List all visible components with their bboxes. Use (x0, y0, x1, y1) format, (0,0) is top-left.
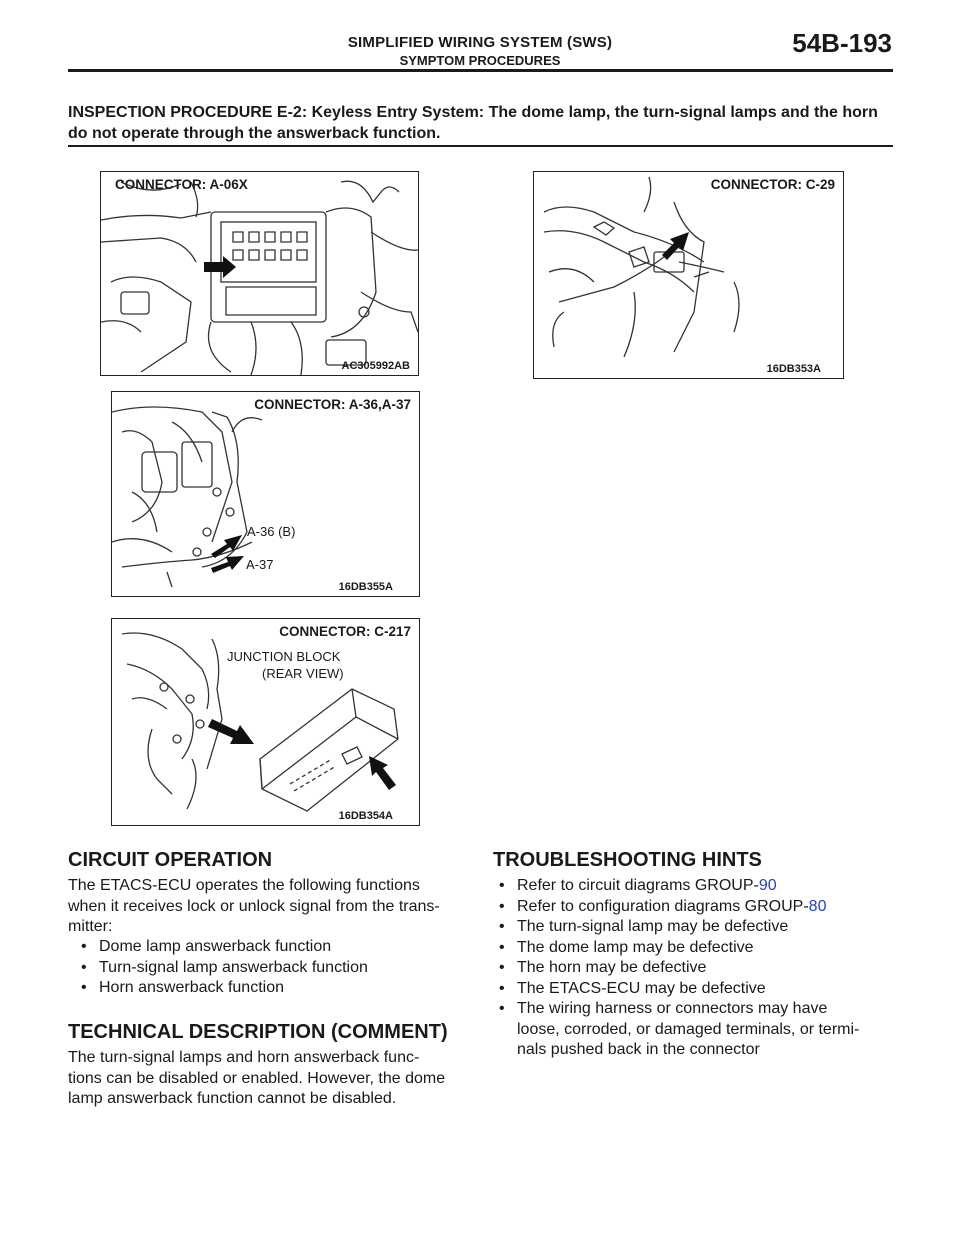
list-item-text: Refer to configuration diagrams GROUP- (517, 897, 809, 915)
bullet-icon: • (81, 979, 87, 996)
list-item (493, 979, 893, 1000)
bullet-icon: • (499, 979, 505, 997)
figure-code: 16DB353A (766, 363, 821, 375)
header-rule (68, 69, 893, 72)
technical-description-text (68, 1048, 468, 1110)
figure-code: 16DB354A (338, 810, 393, 822)
circuit-operation-heading: CIRCUIT OPERATION (68, 849, 273, 871)
dashboard-harness-drawing (534, 172, 843, 378)
list-item-text: The wiring harness or connectors may have (517, 1000, 828, 1017)
rear-view-note: (REAR VIEW) (262, 666, 344, 681)
list-item-text: The horn may be defective (517, 959, 707, 976)
engine-bay-drawing (101, 172, 418, 375)
bullet-icon: • (81, 938, 87, 955)
bullet-icon: • (499, 1000, 505, 1017)
figure-connector-a06x (100, 171, 419, 376)
figure-code: 16DB355A (338, 581, 393, 593)
connector-label: CONNECTOR: C-29 (710, 177, 835, 192)
list-item-text: Turn-signal lamp answerback function (99, 958, 368, 976)
list-item (493, 999, 893, 1061)
list-item (493, 938, 893, 959)
callout-a37: A-37 (246, 557, 274, 572)
list-item (493, 876, 893, 897)
list-item-text: The dome lamp may be defective (517, 938, 754, 956)
header-title: SIMPLIFIED WIRING SYSTEM (SWS) (347, 34, 613, 51)
bullet-icon: • (499, 959, 505, 976)
text-line: The ETACS-ECU operates the following functions (68, 877, 420, 894)
list-item-text: Horn answerback function (99, 979, 284, 996)
bullet-icon: • (499, 877, 505, 894)
list-item-text: Refer to circuit diagrams GROUP- (517, 877, 759, 894)
list-item (75, 958, 465, 979)
text-line: mitter: (68, 918, 113, 935)
text-line: The turn-signal lamps and horn answerback func- (68, 1049, 420, 1066)
connector-label: CONNECTOR: C-217 (279, 624, 411, 639)
list-item-text: nals pushed back in the connector (517, 1041, 760, 1058)
inspection-title: INSPECTION PROCEDURE E-2: Keyless Entry System: The dome lamp, the turn-signal lamps and the horn do not operate through the answerback function. (68, 104, 878, 142)
connector-label: CONNECTOR: A-36,A-37 (254, 397, 411, 412)
group-90-link[interactable]: 90 (758, 877, 777, 894)
callout-a36: A-36 (B) (247, 524, 296, 539)
junction-block-note: JUNCTION BLOCK (227, 649, 341, 664)
bullet-icon: • (499, 938, 505, 956)
group-80-link[interactable]: 80 (808, 897, 827, 915)
circuit-operation-list (75, 937, 465, 999)
figure-code: AC305992AB (341, 360, 410, 372)
connector-label: CONNECTOR: A-06X (115, 177, 248, 192)
text-line: when it receives lock or unlock signal from the trans- (68, 897, 440, 915)
troubleshooting-hints-heading: TROUBLESHOOTING HINTS (493, 849, 762, 871)
list-item (493, 958, 893, 979)
troubleshooting-hints-list (493, 876, 893, 1061)
bullet-icon: • (499, 918, 505, 935)
page-number: 54B-193 (792, 28, 892, 58)
figure-connector-c217 (111, 618, 420, 826)
inspection-rule (68, 145, 893, 147)
technical-description-heading: TECHNICAL DESCRIPTION (COMMENT) (68, 1021, 448, 1043)
figure-connector-c29 (533, 171, 844, 379)
text-line: tions can be disabled or enabled. However, the dome (68, 1069, 446, 1087)
list-item (493, 897, 893, 918)
list-item-text: The ETACS-ECU may be defective (517, 979, 766, 997)
header-subtitle: SYMPTOM PROCEDURES (399, 53, 561, 68)
list-item (75, 937, 465, 958)
list-item (75, 978, 465, 999)
bullet-icon: • (499, 897, 505, 915)
list-item-text: loose, corroded, or damaged terminals, or termi- (517, 1020, 860, 1038)
list-item-text: The turn-signal lamp may be defective (517, 918, 789, 935)
text-line: lamp answerback function cannot be disabled. (68, 1090, 397, 1107)
circuit-operation-text (68, 876, 468, 938)
list-item-text: Dome lamp answerback function (99, 938, 332, 955)
bullet-icon: • (81, 958, 87, 976)
list-item (493, 917, 893, 938)
figure-connector-a36-a37 (111, 391, 420, 597)
